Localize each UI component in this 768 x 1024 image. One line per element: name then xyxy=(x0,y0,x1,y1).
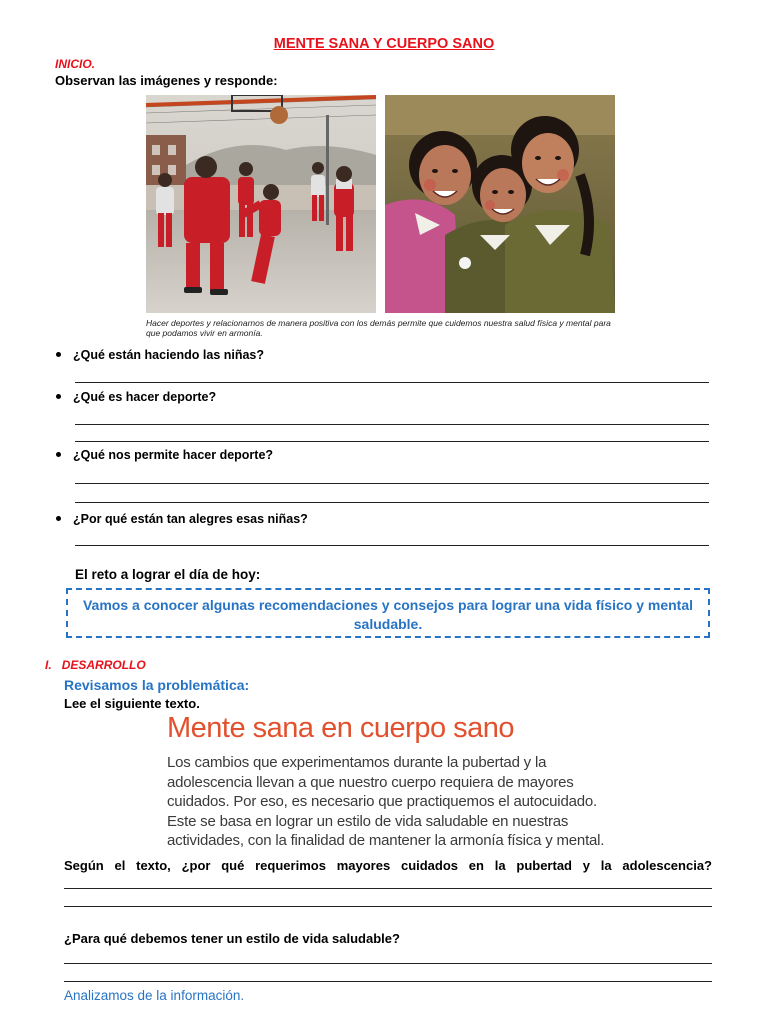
answer-line[interactable] xyxy=(75,502,709,503)
question-item xyxy=(56,448,273,462)
photo-caption: Hacer deportes y relacionarnos de manera positiva con los demás permite que cuidemos nuestra salud física y mental para que podamos vivir en armonía. xyxy=(146,318,611,338)
excerpt-title: Mente sana en cuerpo sano xyxy=(167,712,515,744)
question-text: ¿Por qué están tan alegres esas niñas? xyxy=(73,512,308,526)
volleyball-photo xyxy=(146,95,376,313)
section-inicio-label: INICIO. xyxy=(55,57,96,71)
answer-line[interactable] xyxy=(64,981,712,982)
answer-line[interactable] xyxy=(75,382,709,383)
excerpt-line: actividades, con la finalidad de mantener la armonía física y mental. xyxy=(167,832,605,849)
goal-text: Vamos a conocer algunas recomendaciones y consejos para lograr una vida físico y mental saludable. xyxy=(82,597,693,632)
answer-line[interactable] xyxy=(64,888,712,889)
analysis-heading: Analizamos de la información. xyxy=(64,988,245,1003)
section-title: DESARROLLO xyxy=(61,658,146,672)
excerpt-line: Este se basa en lograr un estilo de vida saludable en nuestras xyxy=(167,812,569,830)
text-question: Según el texto, ¿por qué requerimos mayores cuidados en la pubertad y la adolescencia? xyxy=(64,858,712,873)
excerpt-line: Los cambios que experimentamos durante la pubertad y la xyxy=(167,754,547,771)
answer-line[interactable] xyxy=(64,906,712,907)
question-item xyxy=(56,512,308,526)
bullet-icon xyxy=(56,516,61,521)
read-instruction: Lee el siguiente texto. xyxy=(64,696,200,711)
excerpt-line: adolescencia llevan a que nuestro cuerpo requiera de mayores xyxy=(167,773,574,791)
text-question: ¿Para qué debemos tener un estilo de vida saludable? xyxy=(64,931,400,946)
inicio-instruction: Observan las imágenes y responde: xyxy=(55,73,278,88)
problem-subheading: Revisamos la problemática: xyxy=(64,677,250,693)
excerpt-body xyxy=(167,753,637,851)
bullet-icon xyxy=(56,394,61,399)
question-item xyxy=(56,390,216,404)
question-text: ¿Qué están haciendo las niñas? xyxy=(73,348,265,362)
section-numeral: I. xyxy=(45,658,52,672)
question-text: ¿Qué es hacer deporte? xyxy=(73,390,217,404)
page-title: MENTE SANA Y CUERPO SANO xyxy=(273,36,495,52)
answer-line[interactable] xyxy=(64,963,712,964)
answer-line[interactable] xyxy=(75,483,709,484)
answer-line[interactable] xyxy=(75,424,709,425)
section-desarrollo-label xyxy=(45,658,146,672)
answer-line[interactable] xyxy=(75,545,709,546)
goal-label: El reto a lograr el día de hoy: xyxy=(75,567,261,582)
excerpt-line: cuidados. Por eso, es necesario que practiquemos el autocuidado. xyxy=(167,793,597,810)
smiling-girls-photo xyxy=(385,95,615,313)
bullet-icon xyxy=(56,452,61,457)
bullet-icon xyxy=(56,352,61,357)
question-item xyxy=(56,348,264,362)
answer-line[interactable] xyxy=(75,441,709,442)
question-text: ¿Qué nos permite hacer deporte? xyxy=(73,448,274,462)
